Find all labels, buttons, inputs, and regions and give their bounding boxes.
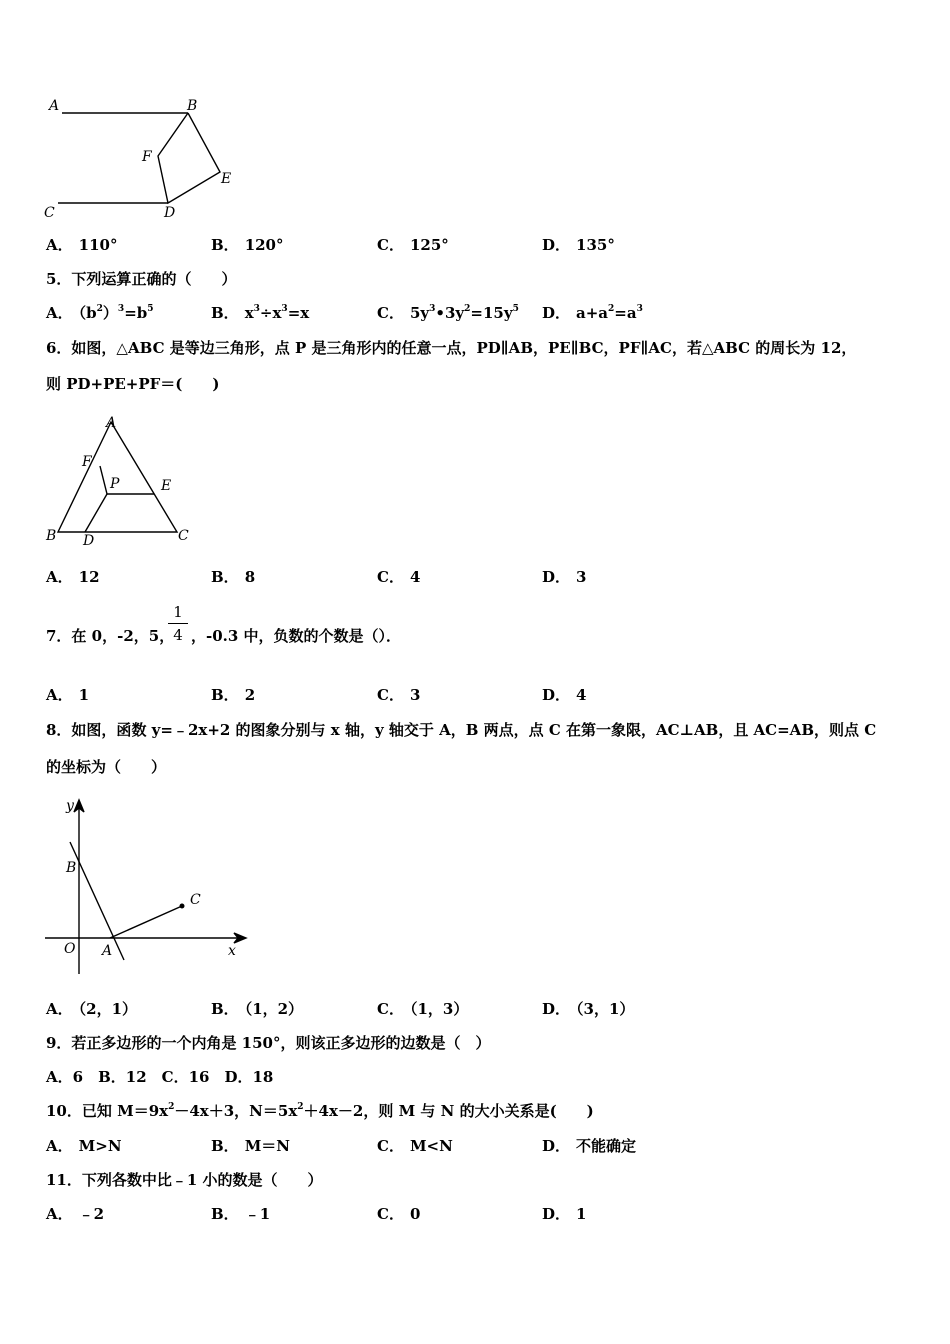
q11-option-a[interactable]: A． ﹣2: [46, 1205, 105, 1223]
q7-fraction: [168, 603, 188, 644]
q8-stem-line2: 的坐标为（ ）: [46, 758, 167, 776]
q6-options: [46, 567, 906, 587]
q7-option-b[interactable]: B． 2: [211, 686, 256, 704]
q5-stem: 5．下列运算正确的（ ）: [46, 270, 237, 288]
point-c: [180, 904, 185, 909]
q5-option-d[interactable]: D． $a+a^2=a^3$: [542, 304, 643, 322]
q7-options: [46, 685, 906, 705]
segment-pd: [85, 494, 107, 532]
label-f: F: [82, 454, 92, 470]
segment-pf: [100, 466, 107, 494]
q6-stem-line2: 则 PD+PE+PF＝( ): [46, 375, 220, 393]
q10-options: [46, 1136, 906, 1156]
label-x: x: [228, 943, 236, 959]
q11-stem: 11．下列各数中比﹣1 小的数是（ ）: [46, 1171, 323, 1189]
label-b: B: [187, 98, 198, 114]
q7-option-a[interactable]: A． 1: [46, 686, 90, 704]
label-d: D: [83, 533, 95, 549]
q4-options: [46, 235, 906, 255]
polygon-bedfb: [158, 113, 220, 203]
q7-fraction-denominator: 4: [173, 626, 183, 644]
q7-option-c[interactable]: C． 3: [377, 686, 421, 704]
label-a: A: [102, 943, 113, 959]
q11-option-c[interactable]: C． 0: [377, 1205, 421, 1223]
q7-stem-after: ，-0.3 中，负数的个数是（）．: [191, 627, 402, 645]
q8-figure: [40, 792, 255, 977]
label-a: A: [106, 415, 117, 431]
q4-option-a[interactable]: A． 110°: [46, 236, 118, 254]
label-o: O: [64, 941, 76, 957]
segment-ac: [110, 906, 182, 938]
q8-stem-line1: 8．如图，函数 y=﹣2x+2 的图象分别与 x 轴，y 轴交于 A，B 两点，点 C 在第一象限，AC⊥AB，且 AC=AB，则点 C: [46, 721, 877, 739]
q4-option-b[interactable]: B． 120°: [211, 236, 284, 254]
q4-option-d[interactable]: D． 135°: [542, 236, 615, 254]
q6-option-c[interactable]: C． 4: [377, 568, 421, 586]
label-p: P: [110, 476, 120, 492]
q6-figure: [40, 410, 200, 550]
q11-option-b[interactable]: B． ﹣1: [211, 1205, 271, 1223]
q10-option-d[interactable]: D． 不能确定: [542, 1137, 637, 1155]
q6-option-d[interactable]: D． 3: [542, 568, 587, 586]
q7-option-d[interactable]: D． 4: [542, 686, 587, 704]
label-a: A: [49, 98, 60, 114]
label-c: C: [178, 528, 189, 544]
q11-option-d[interactable]: D． 1: [542, 1205, 587, 1223]
q5-option-c[interactable]: C． $5y^3•3y^2=15y^5$: [377, 304, 519, 322]
label-y: y: [66, 798, 74, 814]
label-b: B: [46, 528, 57, 544]
q9-options[interactable]: A．6 B．12 C．16 D．18: [46, 1068, 274, 1086]
label-e: E: [221, 171, 232, 187]
q8-option-b[interactable]: B． （1，2）: [211, 1000, 304, 1018]
q7-stem-before: 7．在 0，-2，5，: [46, 627, 175, 645]
q7-fraction-bar: [168, 623, 188, 624]
label-c: C: [190, 892, 201, 908]
q8-options: [46, 999, 906, 1019]
q6-option-b[interactable]: B． 8: [211, 568, 256, 586]
q8-option-a[interactable]: A． （2，1）: [46, 1000, 138, 1018]
label-f: F: [142, 149, 152, 165]
q8-option-c[interactable]: C． （1，3）: [377, 1000, 469, 1018]
q10-option-a[interactable]: A． M>N: [46, 1137, 122, 1155]
q6-option-a[interactable]: A． 12: [46, 568, 100, 586]
label-d: D: [164, 205, 176, 221]
q9-stem: 9．若正多边形的一个内角是 150°，则该正多边形的边数是（ ）: [46, 1034, 491, 1052]
q4-figure: [40, 92, 240, 222]
q10-option-b[interactable]: B． M＝N: [211, 1137, 291, 1155]
label-b: B: [66, 860, 77, 876]
q8-option-d[interactable]: D． （3，1）: [542, 1000, 635, 1018]
label-c: C: [44, 205, 55, 221]
q5-options: [46, 303, 906, 323]
q4-option-c[interactable]: C． 125°: [377, 236, 449, 254]
q5-option-b[interactable]: B． $x^3\div x^3=x$: [211, 304, 310, 322]
q10-option-c[interactable]: C． M<N: [377, 1137, 453, 1155]
line-ab: [70, 842, 124, 960]
q11-options: [46, 1204, 906, 1224]
q6-stem-line1: 6．如图，△ABC 是等边三角形，点 P 是三角形内的任意一点，PD∥AB，PE∥BC，PF∥AC，若△ABC 的周长为 12，: [46, 339, 857, 357]
q7-fraction-numerator: 1: [173, 603, 183, 621]
label-e: E: [161, 478, 172, 494]
q10-stem: 10．已知 $M=9x^2-4x+3$，$N=5x^2+4x-2$，则 M 与 N 的大小关系是( ): [46, 1102, 594, 1120]
q5-option-a[interactable]: A． $(b^2)^3=b^5$: [46, 304, 154, 322]
